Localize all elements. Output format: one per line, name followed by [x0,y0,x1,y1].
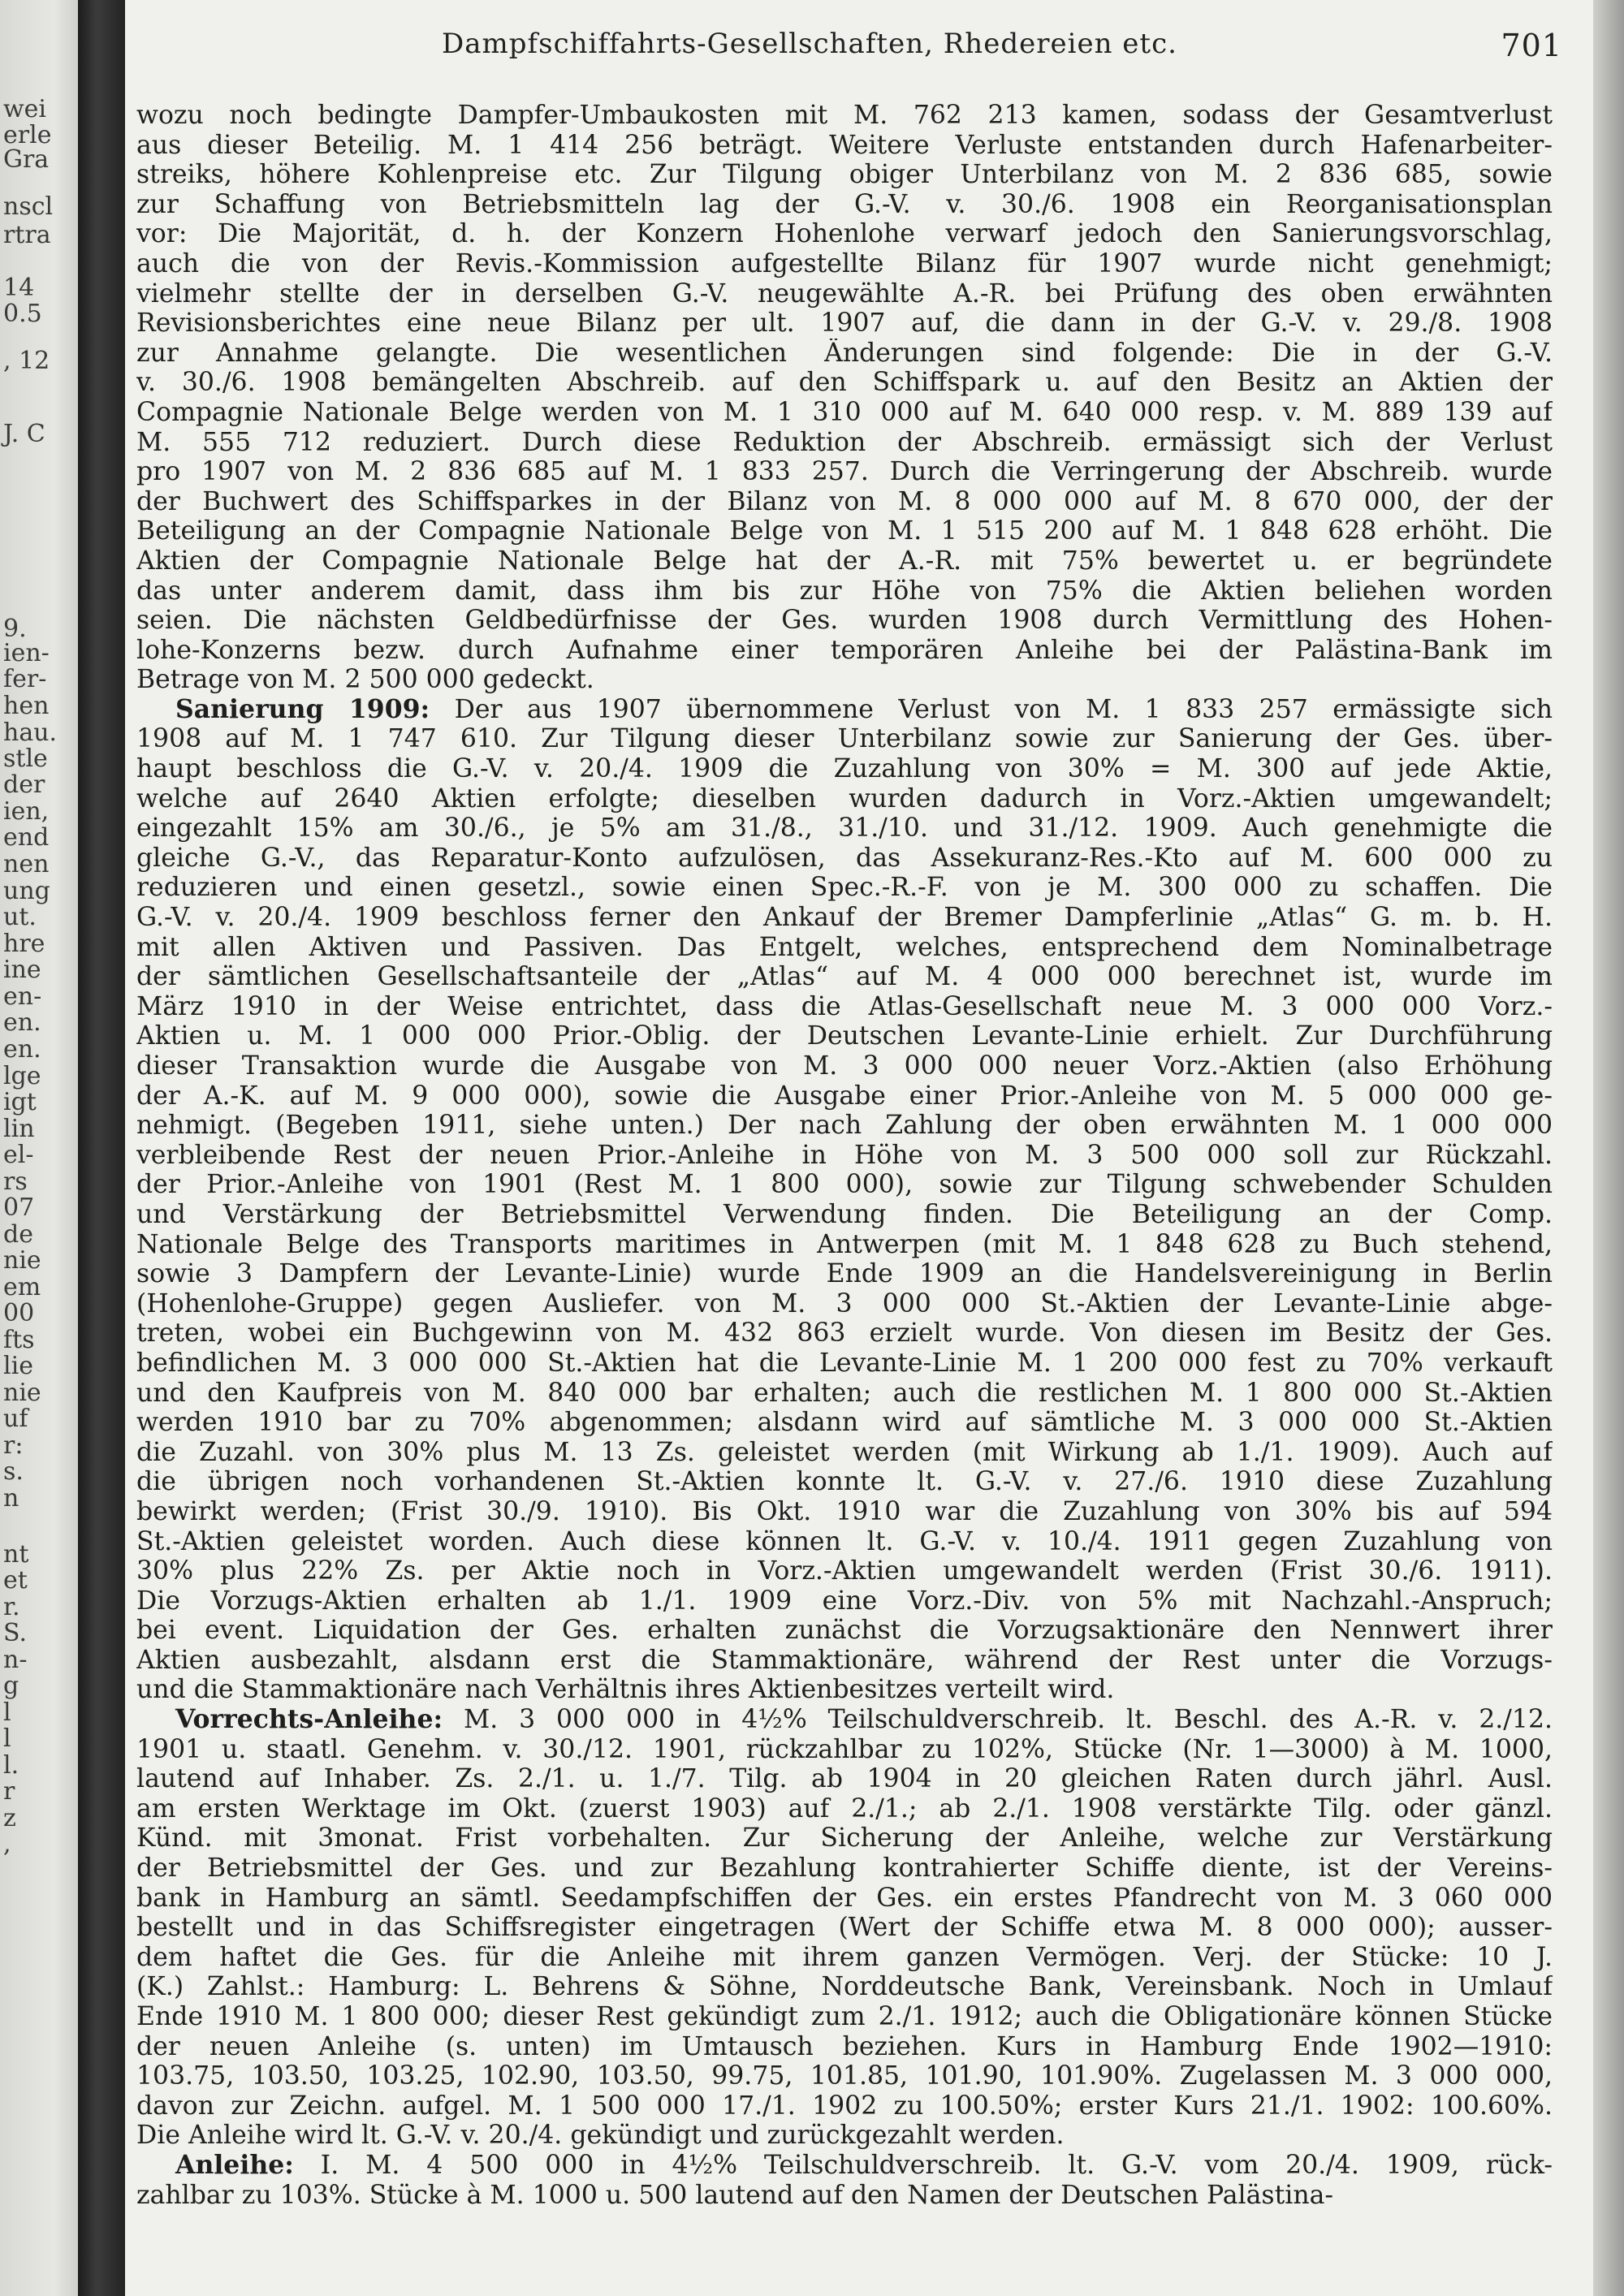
left-page-fragment: n [3,1484,19,1513]
text-line: der Betriebsmittel der Ges. und zur Bezahlung kontrahierter Schiffe diente, ist der Vereins- [136,1854,1553,1884]
text-line: befindlichen M. 3 000 000 St.-Aktien hat die Levante-Linie M. 1 200 000 fest zu 70% verkauft [136,1348,1553,1378]
left-page-fragment: et [3,1566,28,1595]
text-line [136,695,1553,725]
text-line: Revisionsberichtes eine neue Bilanz per ult. 1907 auf, die dann in der G.-V. v. 29./8. 1908 [136,309,1553,339]
left-page-fragment: lie [3,1352,33,1380]
left-page-fragment: , 12 [3,347,50,375]
left-page-fragment: erle [3,121,52,149]
text-line: treten, wobei ein Buchgewinn von M. 432 863 erzielt wurde. Von diesen im Besitz der Ges. [136,1318,1553,1349]
left-page-fragment: end [3,823,50,852]
left-page-fragment: hau. [3,719,58,747]
left-page-fragment: ut. [3,903,37,931]
text-line: (Hohenlohe-Gruppe) gegen Ausliefer. von M. 3 000 000 St.-Aktien der Levante-Linie abge- [136,1288,1553,1318]
left-page-fragment: uf [3,1405,28,1433]
text-line: vielmehr stellte der in derselben G.-V. neugewählte A.-R. bei Prüfung des oben erwähnten [136,278,1553,309]
left-page-fragment: stle [3,744,48,773]
left-page-fragment: ien- [3,639,50,667]
left-page-fragment: rtra [3,221,51,249]
left-page-fragment: S. [3,1619,28,1647]
text-line: Betrage von M. 2 500 000 gedeckt. [136,665,594,695]
text-line: Aktien ausbezahlt, alsdann erst die Stammaktionäre, während der Rest unter die Vorzugs- [136,1645,1553,1675]
text-line: Die Anleihe wird lt. G.-V. v. 20./4. gekündigt und zurückgezahlt werden. [136,2121,1065,2151]
left-page-fragment: en. [3,1008,41,1037]
text-line: der Prior.-Anleihe von 1901 (Rest M. 1 800 000), sowie zur Tilgung schwebender Schulden [136,1170,1553,1200]
left-page-fragment: , [3,1830,11,1858]
text-line: davon zur Zeichn. aufgel. M. 1 500 000 17./1. 1902 zu 100.50%; erster Kurs 21./1. 1902: 100.60%. [136,2091,1553,2121]
text-line: vor: Die Majorität, d. h. der Konzern Hohenlohe verwarf jedoch den Sanierungsvorschlag, [136,219,1553,249]
left-page-fragment: l. [3,1751,19,1780]
left-page-fragment: J. C [3,420,45,448]
text-line: Die Vorzugs-Aktien erhalten ab 1./1. 1909 eine Vorz.-Div. von 5% mit Nachzahl.-Anspruch; [136,1586,1553,1616]
text-line: bank in Hamburg an sämtl. Seedampfschiffen der Ges. ein erstes Pfandrecht von M. 3 060 000 [136,1883,1553,1913]
left-page-fragment: fer- [3,665,47,693]
text-line: 103.75, 103.50, 103.25, 102.90, 103.50, 99.75, 101.85, 101.90, 101.90%. Zugelassen M. 3 000 000, [136,2061,1553,2091]
left-page-fragment: wei [3,95,47,123]
text-line: M. 555 712 reduziert. Durch diese Reduktion der Abschreib. ermässigt sich der Verlust [136,427,1553,457]
text-line: auch die von der Revis.-Kommission aufgestellte Bilanz für 1907 wurde nicht genehmigt; [136,248,1553,278]
left-page-fragment: r. [3,1593,20,1621]
left-page-fragment: s. [3,1457,24,1486]
text-line: dieser Transaktion wurde die Ausgabe von M. 3 000 000 neuer Vorz.-Aktien (also Erhöhung [136,1051,1553,1081]
left-page-fragment: n- [3,1646,28,1674]
text-line: Nationale Belge des Transports maritimes in Antwerpen (mit M. 1 848 628 zu Buch stehend, [136,1229,1553,1259]
text-line: und die Stammaktionäre nach Verhältnis ihres Aktienbesitzes verteilt wird. [136,1675,1115,1705]
left-page-fragment: 00 [3,1299,35,1327]
text-line: der sämtlichen Gesellschaftsanteile der „Atlas“ auf M. 4 000 000 berechnet ist, wurde im [136,962,1553,992]
text-line: zur Schaffung von Betriebsmitteln lag der G.-V. v. 30./6. 1908 ein Reorganisationsplan [136,189,1553,219]
text-line: haupt beschloss die G.-V. v. 20./4. 1909 die Zuzahlung von 30% = M. 300 auf jede Aktie, [136,754,1553,784]
text-line: Compagnie Nationale Belge werden von M. 1 310 000 auf M. 640 000 resp. v. M. 889 139 auf [136,397,1553,427]
text-line: (K.) Zahlst.: Hamburg: L. Behrens & Söhne, Norddeutsche Bank, Vereinsbank. Noch in Umlauf [136,1972,1553,2002]
text-line: am ersten Werktage im Okt. (zuerst 1903) auf 2./1.; ab 2./1. 1908 verstärkte Tilg. oder gänzl. [136,1793,1553,1823]
section-keyword: Sanierung 1909: [175,694,430,724]
left-page-fragment: 9. [3,615,27,643]
text-line: welche auf 2640 Aktien erfolgte; dieselben wurden dadurch in Vorz.-Aktien umgewandelt; [136,783,1553,814]
text-line: bewirkt werden; (Frist 30./9. 1910). Bis Okt. 1910 war die Zuzahlung von 30% bis auf 594 [136,1496,1553,1526]
text-line: bei event. Liquidation der Ges. erhalten zunächst die Vorzugsaktionäre den Nennwert ihrer [136,1616,1553,1646]
text-line: sowie 3 Dampfern der Levante-Linie) wurde Ende 1909 an die Handelsvereinigung in Berlin [136,1259,1553,1289]
left-page-fragment: hen [3,692,50,720]
text-line: Ende 1910 M. 1 800 000; dieser Rest gekündigt zum 2./1. 1912; auch die Obligationäre können Stücke [136,2002,1553,2031]
left-page-fragment: hre [3,930,45,958]
text-line [136,2151,1553,2181]
left-page-fragment: 07 [3,1193,35,1222]
section-keyword: Anleihe: [175,2150,294,2180]
left-page-fragment: lin [3,1115,35,1143]
text-line: das unter anderem damit, dass ihm bis zur Höhe von 75% die Aktien beliehen worden [136,576,1553,606]
text-line: die Zuzahl. von 30% plus M. 13 Zs. geleistet werden (mit Wirkung ab 1./1. 1909). Auch auf [136,1437,1553,1467]
left-page-fragment: rs [3,1167,28,1196]
text-line: der Buchwert des Schiffsparkes in der Bilanz von M. 8 000 000 auf M. 8 670 000, der der [136,486,1553,516]
left-page-fragment: z [3,1804,16,1832]
text-line: Künd. mit 3monat. Frist vorbehalten. Zur Sicherung der Anleihe, welche zur Verstärkung [136,1823,1553,1854]
text-line [136,1705,1553,1735]
text-line: werden 1910 bar zu 70% abgenommen; alsdann wird auf sämtliche M. 3 000 000 St.-Aktien [136,1408,1553,1438]
line-text: Der aus 1907 übernommene Verlust von M. 1 833 257 ermässigte sich [430,694,1553,724]
text-line: reduzieren und einen gesetzl., sowie einen Spec.-R.-F. von je M. 300 000 zu schaffen. Die [136,873,1553,903]
left-page-fragment: de [3,1220,33,1249]
text-line: dem haftet die Ges. für die Anleihe mit ihrem ganzen Vermögen. Verj. der Stücke: 10 J. [136,1942,1553,1972]
text-line: der A.-K. auf M. 9 000 000), sowie die Ausgabe einer Prior.-Anleihe von M. 5 000 000 ge- [136,1081,1553,1111]
text-line: St.-Aktien geleistet worden. Auch diese können lt. G.-V. v. 10./4. 1911 gegen Zuzahlung von [136,1526,1553,1556]
text-line: verbleibende Rest der neuen Prior.-Anleihe in Höhe von M. 3 500 000 soll zur Rückzahl. [136,1140,1553,1170]
left-page-fragment: r: [3,1431,24,1460]
text-line: bestellt und in das Schiffsregister eingetragen (Wert der Schiffe etwa M. 8 000 000); ausser- [136,1913,1553,1943]
text-line: mit allen Aktiven und Passiven. Das Entgelt, welches, entsprechend dem Nominalbetrage [136,932,1553,962]
left-page-fragment: ung [3,877,50,905]
text-line: v. 30./6. 1908 bemängelten Abschreib. auf den Schiffspark u. auf den Besitz an Aktien der [136,368,1553,398]
left-page-fragment: nt [3,1540,29,1569]
text-line: die übrigen noch vorhandenen St.-Aktien konnte lt. G.-V. v. 27./6. 1910 diese Zuzahlung [136,1467,1553,1497]
text-line: der neuen Anleihe (s. unten) im Umtausch beziehen. Kurs in Hamburg Ende 1902—1910: [136,2031,1553,2061]
left-page-fragment: l [3,1698,11,1727]
left-page-fragment: nie [3,1379,41,1407]
left-page-fragment: lge [3,1062,41,1090]
left-page-fragment: ien, [3,797,50,826]
right-page-edge [1593,0,1624,2296]
left-page-fragment: Gra [3,145,50,174]
text-line: seien. Die nächsten Geldbedürfnisse der Ges. wurden 1908 durch Vermittlung des Hohen- [136,606,1553,636]
left-page-fragment: igt [3,1088,37,1116]
text-line: gleiche G.-V., das Reparatur-Konto aufzulösen, das Assekuranz-Res.-Kto auf M. 600 000 zu [136,843,1553,873]
left-page-fragment: ine [3,956,41,984]
left-page-fragment: en- [3,982,42,1011]
left-page-fragment: nscl [3,192,54,221]
left-page-fragment: der [3,770,45,799]
text-line: aus dieser Beteilig. M. 1 414 256 beträgt. Weitere Verluste entstanden durch Hafenarbeiter- [136,130,1553,160]
text-line: 1901 u. staatl. Genehm. v. 30./12. 1901, rückzahlbar zu 102%, Stücke (Nr. 1—3000) à M. 1000, [136,1734,1553,1764]
book-binding-gutter [78,0,125,2296]
text-line: und Verstärkung der Betriebsmittel Verwendung finden. Die Beteiligung an der Comp. [136,1199,1553,1229]
text-line: eingezahlt 15% am 30./6., je 5% am 31./8., 31./10. und 31./12. 1909. Auch genehmigte die [136,814,1553,844]
left-page-fragment: nie [3,1246,41,1275]
left-page-fragment: em [3,1273,41,1301]
left-page-fragment: fts [3,1326,35,1354]
section-keyword: Vorrechts-Anleihe: [175,1705,443,1735]
left-page-fragment: en. [3,1035,41,1064]
text-line: zahlbar zu 103%. Stücke à M. 1000 u. 500 lautend auf den Namen der Deutschen Palästina- [136,2180,1334,2210]
text-line: Aktien u. M. 1 000 000 Prior.-Oblig. der Deutschen Levante-Linie erhielt. Zur Durchführung [136,1021,1553,1051]
text-line: 30% plus 22% Zs. per Aktie noch in Vorz.-Aktien umgewandelt werden (Frist 30./6. 1911). [136,1556,1553,1586]
text-line: wozu noch bedingte Dampfer-Umbaukosten mit M. 762 213 kamen, sodass der Gesamtverlust [136,101,1553,130]
left-page-fragment: g [3,1672,19,1700]
text-line: lautend auf Inhaber. Zs. 2./1. u. 1./7. Tilg. ab 1904 in 20 gleichen Raten durch jährl. Ausl. [136,1764,1553,1794]
left-page-fragment: 0.5 [3,300,42,328]
text-line: Beteiligung an der Compagnie Nationale Belge von M. 1 515 200 auf M. 1 848 628 erhöht. Die [136,516,1553,546]
left-page-fragment: nen [3,850,50,878]
book-page [125,0,1593,2296]
text-line: zur Annahme gelangte. Die wesentlichen Änderungen sind folgende: Die in der G.-V. [136,338,1553,368]
text-line: und den Kaufpreis von M. 840 000 bar erhalten; auch die restlichen M. 1 800 000 St.-Aktien [136,1378,1553,1408]
line-text: I. M. 4 500 000 in 4½% Teilschuldverschreib. lt. G.-V. vom 20./4. 1909, rück- [293,2150,1553,2180]
running-title: Dampfschiffahrts-Gesellschaften, Rhedereien etc. [442,28,1177,60]
text-line: Aktien der Compagnie Nationale Belge hat der A.-R. mit 75% bewertet u. er begründete [136,546,1553,576]
left-page-fragment: 14 [3,274,35,302]
page-number: 701 [1501,28,1562,63]
left-page-fragment: el- [3,1141,34,1169]
text-line: streiks, höhere Kohlenpreise etc. Zur Tilgung obiger Unterbilanz von M. 2 836 685, sowie [136,160,1553,190]
text-line: pro 1907 von M. 2 836 685 auf M. 1 833 257. Durch die Verringerung der Abschreib. wurde [136,457,1553,487]
left-page-edge [0,0,78,2296]
line-text: M. 3 000 000 in 4½% Teilschuldverschreib. lt. Beschl. des A.-R. v. 2./12. [443,1705,1553,1735]
text-line: März 1910 in der Weise entrichtet, dass die Atlas-Gesellschaft neue M. 3 000 000 Vorz.- [136,991,1553,1021]
left-page-fragment: l [3,1724,11,1753]
left-page-fragment: r [3,1777,15,1806]
text-line: 1908 auf M. 1 747 610. Zur Tilgung dieser Unterbilanz sowie zur Sanierung der Ges. über- [136,724,1553,754]
page-body-text [136,101,1553,2210]
text-line: nehmigt. (Begeben 1911, siehe unten.) Der nach Zahlung der oben erwähnten M. 1 000 000 [136,1111,1553,1141]
text-line: G.-V. v. 20./4. 1909 beschloss ferner den Ankauf der Bremer Dampferlinie „Atlas“ G. m. b. H. [136,903,1553,933]
text-line: lohe-Konzerns bezw. durch Aufnahme einer temporären Anleihe bei der Palästina-Bank im [136,635,1553,665]
